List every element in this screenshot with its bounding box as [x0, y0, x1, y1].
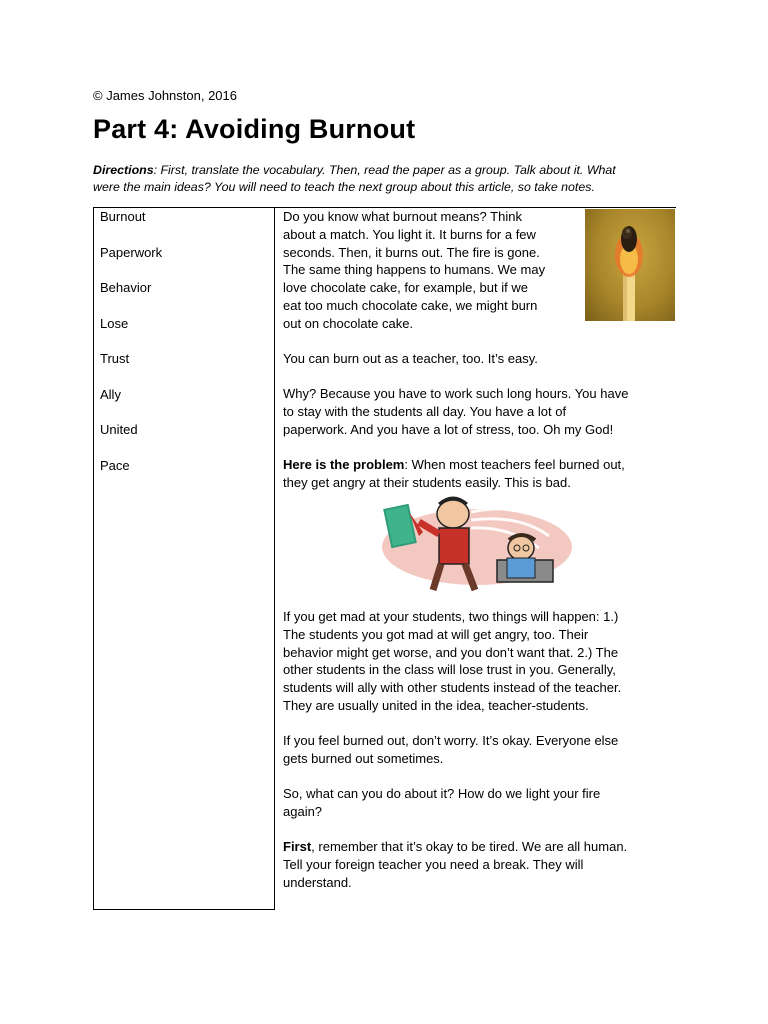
page-title: Part 4: Avoiding Burnout	[93, 114, 416, 144]
paragraph-the-problem: Here is the problem: When most teachers feel burned out, they get angry at their students easily. This is bad.	[283, 457, 625, 490]
problem-label: Here is the problem	[283, 457, 405, 472]
paragraph-what-is-burnout: Do you know what burnout means? Think about a match. You light it. It burns for a few seconds. Then, it burns out. The fire is gone. The same thing happens to humans. We may love chocolate cake, for example, but if we eat too much chocolate cake, we might burn out on chocolate cake.	[283, 209, 546, 331]
vocab-item-behavior: Behavior	[100, 280, 152, 295]
vocab-item-pace: Pace	[100, 458, 130, 473]
paragraph-dont-worry: If you feel burned out, don’t worry. It’s okay. Everyone else gets burned out sometimes.	[283, 733, 619, 766]
vocab-item-paperwork: Paperwork	[100, 245, 163, 260]
directions-label: Directions	[93, 163, 154, 177]
burning-match-image	[585, 209, 675, 321]
vocab-item-burnout: Burnout	[100, 209, 146, 224]
vocab-item-united: United	[100, 422, 138, 437]
directions-line-1: : First, translate the vocabulary. Then, read the paper as a group. Talk about it. What	[153, 163, 616, 177]
vocab-item-trust: Trust	[100, 351, 130, 366]
copyright-line: © James Johnston, 2016	[93, 88, 237, 103]
vocab-item-ally: Ally	[100, 387, 121, 402]
paragraph-consequences: If you get mad at your students, two things will happen: 1.) The students you got mad at will get angry, too. Their behavior might get worse, and you don’t want that. 2.) The other students in the class will lose trust in you. Generally, students will ally with other students instead of the teacher. They are usually united in the idea, teacher-students.	[283, 609, 622, 713]
vocab-item-lose: Lose	[100, 316, 129, 331]
paragraph-what-can-you-do: So, what can you do about it? How do we light your fire again?	[283, 786, 601, 819]
paragraph-why: Why? Because you have to work such long hours. You have to stay with the students all day. You have a lot of paperwork. And you have a lot of stress, too. Oh my God!	[283, 386, 629, 437]
paragraph-teacher-burnout: You can burn out as a teacher, too. It’s easy.	[283, 351, 538, 366]
directions	[93, 162, 673, 196]
directions-line-2: were the main ideas? You will need to teach the next group about this article, so take notes.	[93, 180, 595, 194]
article-box	[275, 207, 676, 910]
vocabulary-box	[93, 207, 275, 910]
paragraph-first-tip: First, remember that it’s okay to be tired. We are all human. Tell your foreign teacher you need a break. They will understand.	[283, 839, 628, 890]
first-label: First	[283, 839, 312, 854]
angry-teacher-cartoon-image	[379, 492, 575, 592]
